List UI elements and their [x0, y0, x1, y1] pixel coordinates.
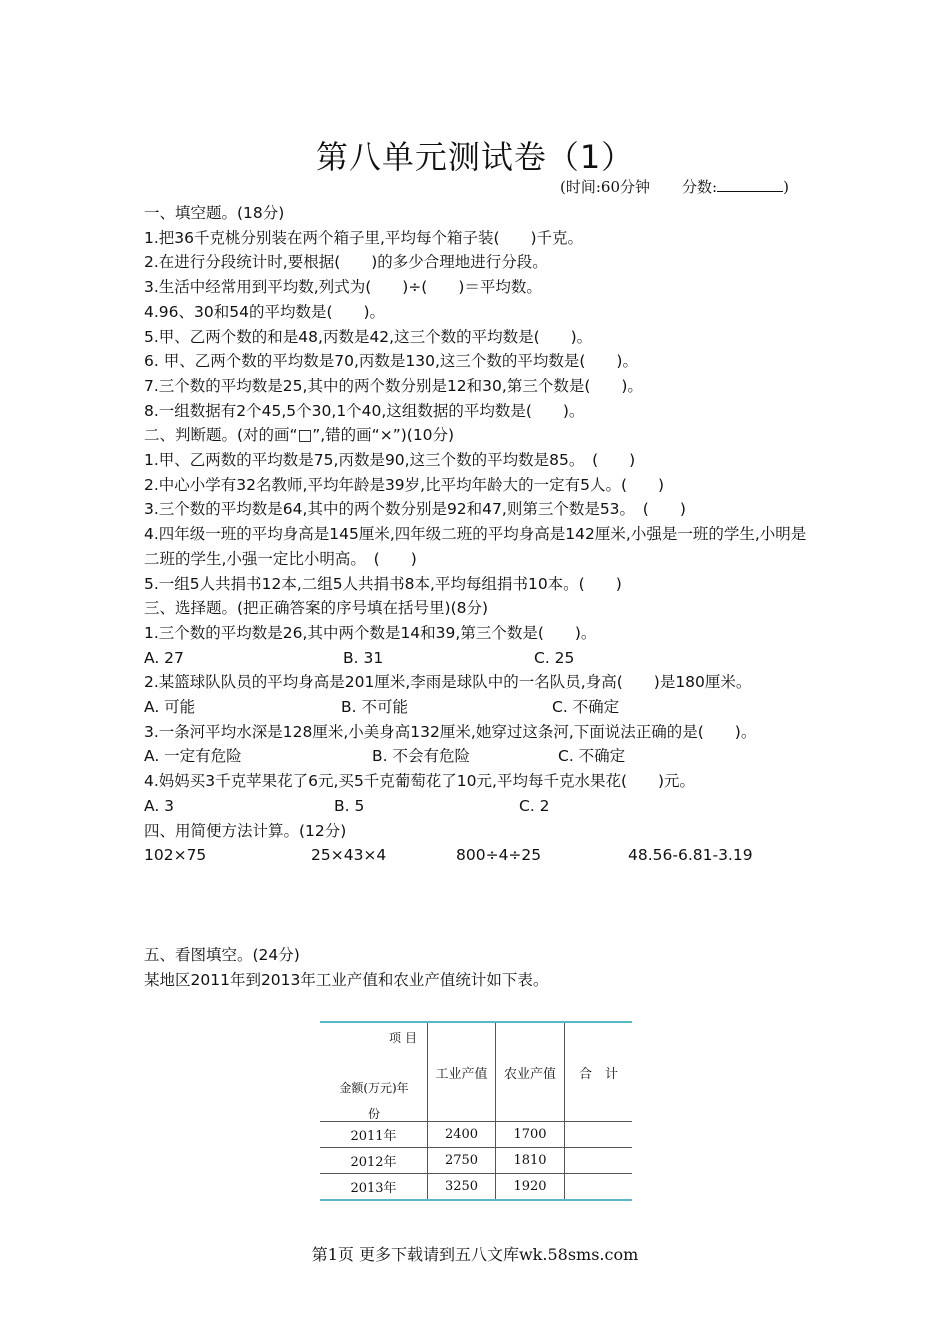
calc-expr-4: 48.56-6.81-3.19: [628, 846, 753, 865]
header-agriculture: 农业产值: [496, 1022, 565, 1122]
option-c: C. 25: [534, 648, 575, 667]
diag-top-label: 项目: [388, 1031, 421, 1045]
diagonal-header-cell: [320, 1022, 428, 1122]
choice-q4: 4.妈妈买3千克苹果花了6元,买5千克葡萄花了10元,平均每千克水果花( )元。: [144, 772, 696, 791]
section-5-intro: 某地区2011年到2013年工业产值和农业产值统计如下表。: [144, 970, 549, 989]
row-year: 2011年: [320, 1122, 428, 1148]
judge-item-5: 5.一组5人共捐书12本,二组5人共捐书8本,平均每组捐书10本。( ): [144, 574, 622, 593]
page-title: 第八单元测试卷（1）: [315, 138, 635, 176]
row-total[interactable]: [565, 1174, 633, 1201]
section-3-heading: 三、选择题。(把正确答案的序号填在括号里)(8分): [144, 599, 489, 618]
judge-item-2: 2.中心小学有32名教师,平均年龄是39岁,比平均年龄大的一定有5人。( ): [144, 475, 665, 494]
calc-expr-2: 25×43×4: [311, 846, 387, 865]
fill-item-2: 2.在进行分段统计时,要根据( )的多少合理地进行分段。: [144, 253, 548, 272]
fill-item-5: 5.甲、乙两个数的和是48,丙数是42,这三个数的平均数是( )。: [144, 327, 593, 346]
work-space: [144, 868, 814, 943]
table-row: [320, 1148, 632, 1174]
choice-q2-options: [144, 695, 814, 720]
fill-item-1: 1.把36千克桃分别装在两个箱子里,平均每个箱子装( )千克。: [144, 228, 584, 247]
score-blank: [717, 177, 783, 192]
option-a: A. 27: [144, 648, 184, 667]
calc-row: [144, 843, 814, 868]
header-total: 合 计: [565, 1022, 633, 1122]
fill-item-3: 3.生活中经常用到平均数,列式为( )÷( )＝平均数。: [144, 278, 542, 297]
diag-bottom-label: 金额(万元)年份: [339, 1081, 409, 1121]
option-a: A. 一定有危险: [144, 747, 242, 766]
row-industry: 2750: [428, 1148, 496, 1174]
section-5-heading: 五、看图填空。(24分): [144, 945, 300, 964]
judge-item-4: 4.四年级一班的平均身高是145厘米,四年级二班的平均身高是142厘米,小强是一班的学生,小明是二班的学生,小强一定比小明高。 ( ): [144, 525, 807, 568]
row-industry: 3250: [428, 1174, 496, 1201]
option-b: B. 不可能: [341, 698, 408, 717]
exam-content: [144, 201, 814, 992]
section-4-heading: 四、用简便方法计算。(12分): [144, 821, 347, 840]
fill-item-7: 7.三个数的平均数是25,其中的两个数分别是12和30,第三个数是( )。: [144, 376, 643, 395]
score-label: 分数:: [682, 178, 718, 196]
header-industry: 工业产值: [428, 1022, 496, 1122]
choice-q2: 2.某篮球队队员的平均身高是201厘米,李雨是球队中的一名队员,身高( )是180厘米。: [144, 673, 752, 692]
row-industry: 2400: [428, 1122, 496, 1148]
exam-meta: [560, 176, 789, 197]
choice-q1: 1.三个数的平均数是26,其中两个数是14和39,第三个数是( )。: [144, 623, 597, 642]
choice-q3-options: [144, 744, 814, 769]
choice-q1-options: [144, 646, 814, 671]
judge-item-1: 1.甲、乙两数的平均数是75,丙数是90,这三个数的平均数是85。 ( ): [144, 451, 636, 470]
row-year: 2013年: [320, 1174, 428, 1201]
time-label: (时间:60分钟: [560, 178, 650, 196]
option-b: B. 不会有危险: [372, 747, 470, 766]
fill-item-8: 8.一组数据有2个45,5个30,1个40,这组数据的平均数是( )。: [144, 401, 585, 420]
row-agriculture: 1700: [496, 1122, 565, 1148]
table-row: [320, 1174, 632, 1201]
option-b: B. 31: [343, 648, 384, 667]
fill-item-6: 6. 甲、乙两个数的平均数是70,丙数是130,这三个数的平均数是( )。: [144, 352, 638, 371]
row-agriculture: 1810: [496, 1148, 565, 1174]
meta-close: ): [783, 178, 789, 196]
option-b: B. 5: [334, 796, 365, 815]
judge-item-3: 3.三个数的平均数是64,其中的两个数分别是92和47,则第三个数是53。 ( ): [144, 500, 686, 519]
option-c: C. 不确定: [552, 698, 620, 717]
row-agriculture: 1920: [496, 1174, 565, 1201]
option-a: A. 可能: [144, 698, 196, 717]
row-year: 2012年: [320, 1148, 428, 1174]
production-table: [320, 1021, 632, 1201]
row-total[interactable]: [565, 1122, 633, 1148]
option-a: A. 3: [144, 796, 175, 815]
table-header-row: [320, 1022, 632, 1122]
section-1-heading: 一、填空题。(18分): [144, 204, 285, 222]
fill-item-4: 4.96、30和54的平均数是( )。: [144, 302, 386, 321]
page-footer: 第1页 更多下载请到五八文库wk.58sms.com: [311, 1245, 639, 1264]
option-c: C. 2: [519, 796, 550, 815]
section-2-heading: 二、判断题。(对的画“□”,错的画“×”)(10分): [144, 426, 455, 445]
calc-expr-3: 800÷4÷25: [456, 846, 542, 865]
row-total[interactable]: [565, 1148, 633, 1174]
choice-q3: 3.一条河平均水深是128厘米,小美身高132厘米,她穿过这条河,下面说法正确的是( )。: [144, 722, 757, 741]
calc-expr-1: 102×75: [144, 846, 207, 865]
choice-q4-options: [144, 794, 814, 819]
option-c: C. 不确定: [558, 747, 626, 766]
